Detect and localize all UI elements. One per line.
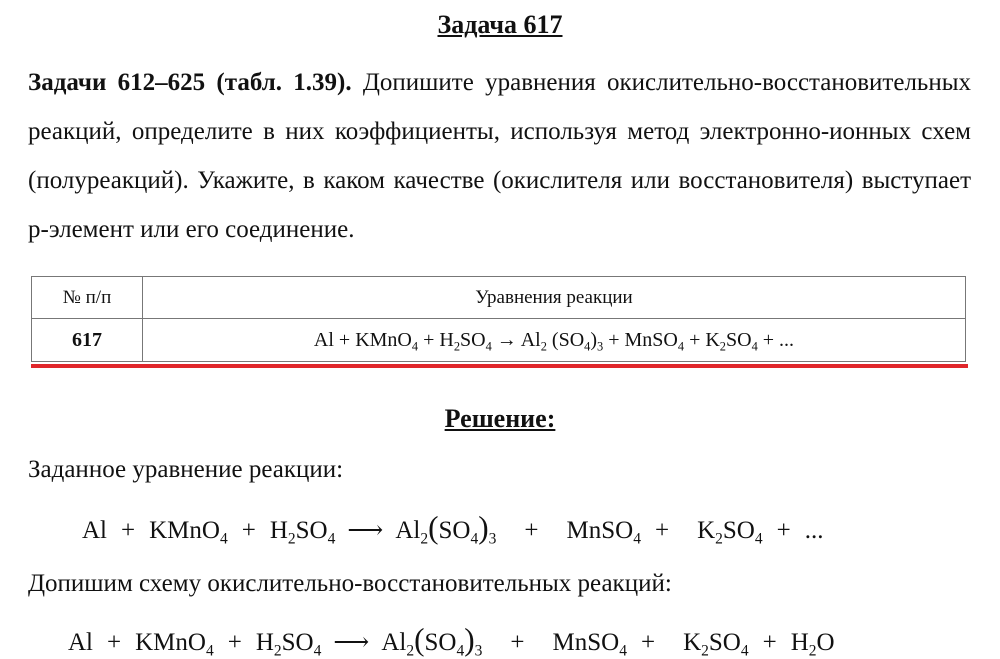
eq-sub: 4	[619, 642, 627, 659]
eq-sub: 2	[406, 642, 415, 659]
eq-arrow: ⟶	[333, 629, 370, 656]
eq-plus: +	[654, 517, 670, 544]
eq-part: → Al	[491, 328, 541, 351]
row-number: 617	[32, 319, 143, 362]
eq-term: SO	[295, 517, 328, 544]
eq-term: H	[269, 517, 288, 544]
eq-paren: )	[478, 510, 489, 545]
table-underline	[31, 364, 968, 368]
completed-equation	[68, 622, 835, 658]
eq-part: + H	[418, 328, 454, 351]
eq-term: SO	[438, 517, 471, 544]
eq-sub: 4	[219, 530, 228, 548]
eq-paren: (	[414, 622, 425, 657]
eq-term: MnSO	[552, 629, 620, 656]
eq-plus: +	[776, 517, 791, 544]
eq-plus: +	[227, 629, 242, 656]
eq-part: )	[590, 328, 598, 351]
eq-part: SO	[726, 328, 752, 351]
eq-term: Al	[381, 629, 407, 656]
eq-plus: +	[762, 629, 777, 656]
task-table	[31, 276, 966, 362]
eq-sub: 2	[540, 338, 547, 353]
eq-part: SO	[460, 328, 486, 351]
eq-sub: 2	[719, 338, 726, 353]
eq-plus: +	[510, 629, 525, 656]
task-statement-text: Допишите уравнения окислительно-восстановительных реакций, определите в них коэффициенты, используя метод электронно-ионных схем (полуреакций). Укажите, в каком качестве (окислителя или восстановителя) выступает p-элемент или его соединение.	[28, 69, 971, 243]
task-statement-bold: Задачи 612–625 (табл. 1.39).	[28, 69, 352, 96]
eq-term: KMnO	[149, 517, 220, 544]
eq-term: Al	[395, 517, 421, 544]
eq-part: + KMnO	[333, 328, 412, 351]
eq-part: (SO	[546, 328, 585, 351]
complete-scheme-label: Допишим схему окислительно-восстановительных реакций:	[28, 570, 672, 597]
row-equation	[143, 319, 966, 362]
eq-sub: 2	[715, 530, 723, 548]
eq-sub: 4	[754, 530, 763, 548]
eq-term: K	[683, 629, 702, 656]
task-statement	[28, 58, 971, 254]
eq-plus: +	[107, 629, 122, 656]
eq-term: H	[790, 629, 809, 656]
eq-term: ...	[804, 517, 824, 544]
eq-sub: 2	[420, 530, 429, 548]
eq-arrow: ⟶	[347, 517, 384, 544]
eq-sub: 3	[597, 338, 604, 353]
eq-paren: (	[428, 510, 439, 545]
eq-term: KMnO	[135, 629, 206, 656]
eq-sub: 4	[633, 530, 641, 548]
eq-term: SO	[722, 517, 755, 544]
eq-sub: 4	[677, 338, 685, 353]
eq-plus: +	[640, 629, 656, 656]
header-number: № п/п	[32, 277, 143, 319]
eq-sub: 2	[453, 338, 461, 353]
table-row	[32, 319, 966, 362]
eq-term: H	[255, 629, 274, 656]
eq-term: SO	[424, 629, 457, 656]
solution-heading: Решение:	[444, 404, 556, 433]
eq-sub: 4	[313, 642, 322, 659]
eq-sub: 4	[751, 338, 758, 353]
given-equation-label: Заданное уравнение реакции:	[28, 456, 344, 483]
eq-sub: 4	[470, 530, 479, 548]
eq-sub: 4	[740, 642, 749, 659]
eq-term: SO	[708, 629, 741, 656]
eq-sub: 2	[273, 642, 282, 659]
eq-term: Al	[82, 517, 107, 544]
eq-sub: 3	[474, 642, 483, 659]
eq-term: Al	[68, 629, 93, 656]
eq-sub: 4	[411, 338, 419, 353]
header-equation: Уравнения реакции	[143, 277, 966, 319]
eq-sub: 4	[205, 642, 214, 659]
eq-term: O	[816, 629, 835, 656]
eq-plus: +	[524, 517, 539, 544]
eq-paren: )	[464, 622, 475, 657]
eq-sub: 4	[584, 338, 591, 353]
eq-sub: 2	[701, 642, 709, 659]
eq-plus: +	[121, 517, 136, 544]
eq-sub: 4	[327, 530, 336, 548]
eq-sub: 4	[456, 642, 465, 659]
eq-part: + K	[684, 328, 720, 351]
eq-term: SO	[281, 629, 314, 656]
given-equation	[82, 510, 823, 546]
eq-term: MnSO	[566, 517, 634, 544]
eq-sub: 2	[808, 642, 817, 659]
eq-part: Al	[313, 328, 334, 351]
task-title: Задача 617	[437, 10, 563, 39]
eq-part: + ...	[757, 328, 795, 351]
eq-term: K	[697, 517, 716, 544]
table-header-row	[32, 277, 966, 319]
eq-sub: 2	[287, 530, 296, 548]
eq-plus: +	[241, 517, 256, 544]
eq-sub: 3	[488, 530, 497, 548]
eq-sub: 4	[485, 338, 492, 353]
eq-part: + MnSO	[603, 328, 678, 351]
